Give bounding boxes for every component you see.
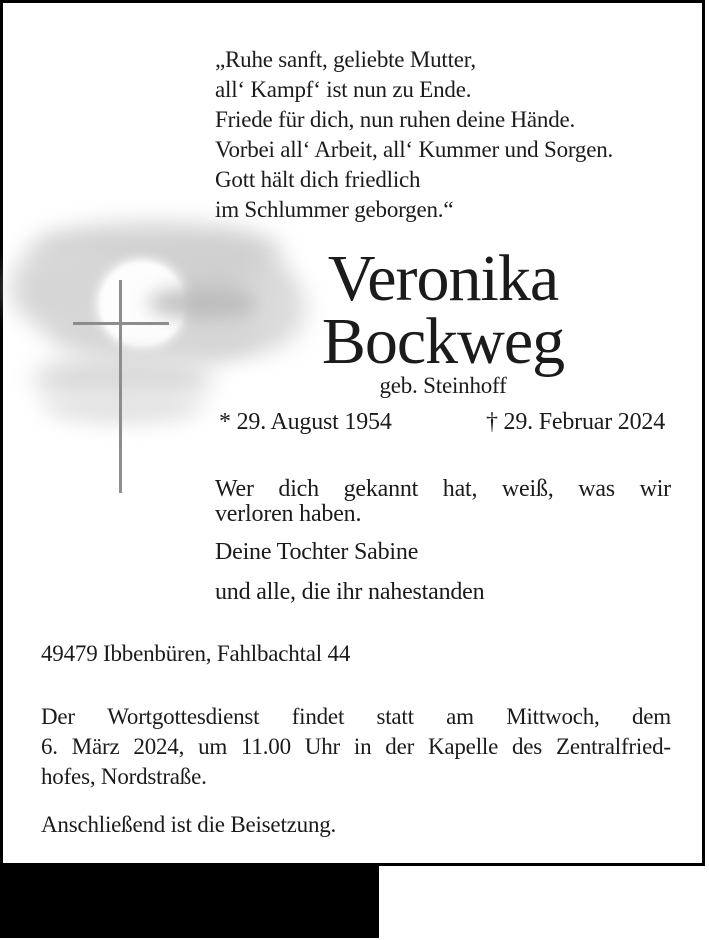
deceased-last-name: Bockweg bbox=[321, 305, 565, 378]
cloud-shape bbox=[43, 390, 203, 424]
condolence-text bbox=[215, 477, 671, 527]
service-line: hofes, Nordstraße. bbox=[41, 764, 207, 789]
service-info bbox=[41, 702, 671, 792]
cloud-shape bbox=[11, 243, 131, 333]
deceased-name bbox=[215, 242, 671, 378]
redaction-block bbox=[0, 866, 379, 938]
cross-icon bbox=[73, 322, 169, 325]
birth-date: * 29. August 1954 bbox=[219, 409, 392, 435]
deceased-first-name: Veronika bbox=[327, 242, 559, 315]
memorial-poem bbox=[215, 45, 613, 225]
poem-line: Friede für dich, nun ruhen deine Hände. bbox=[215, 107, 576, 132]
death-date: † 29. Februar 2024 bbox=[485, 409, 665, 435]
moon-shape bbox=[99, 261, 185, 347]
service-line: Der Wortgottesdienst findet statt am Mittwoch, dem bbox=[41, 704, 671, 729]
poem-line: „Ruhe sanft, geliebte Mutter, bbox=[215, 47, 476, 72]
maiden-name: geb. Steinhoff bbox=[379, 373, 507, 398]
closing-line: Anschließend ist die Beisetzung. bbox=[41, 812, 337, 837]
mourner-line: und alle, die ihr nahestanden bbox=[215, 579, 485, 605]
cross-icon bbox=[119, 280, 122, 493]
condolence-line: Wer dich gekannt hat, weiß, was wir bbox=[215, 476, 671, 502]
address-line: 49479 Ibbenbüren, Fahlbachtal 44 bbox=[41, 641, 351, 666]
poem-line: Vorbei all‘ Arbeit, all‘ Kummer und Sorgen. bbox=[215, 137, 614, 162]
poem-line: Gott hält dich friedlich bbox=[215, 167, 421, 192]
poem-line: all‘ Kampf‘ ist nun zu Ende. bbox=[215, 77, 472, 102]
mourner-line: Deine Tochter Sabine bbox=[215, 539, 419, 565]
cloud-shape bbox=[33, 355, 213, 403]
condolence-line: verloren haben. bbox=[215, 501, 362, 527]
service-line: 6. März 2024, um 11.00 Uhr in der Kapelle des Zentralfried- bbox=[41, 734, 671, 759]
life-dates bbox=[219, 407, 665, 437]
poem-line: im Schlummer geborgen.“ bbox=[215, 197, 454, 222]
